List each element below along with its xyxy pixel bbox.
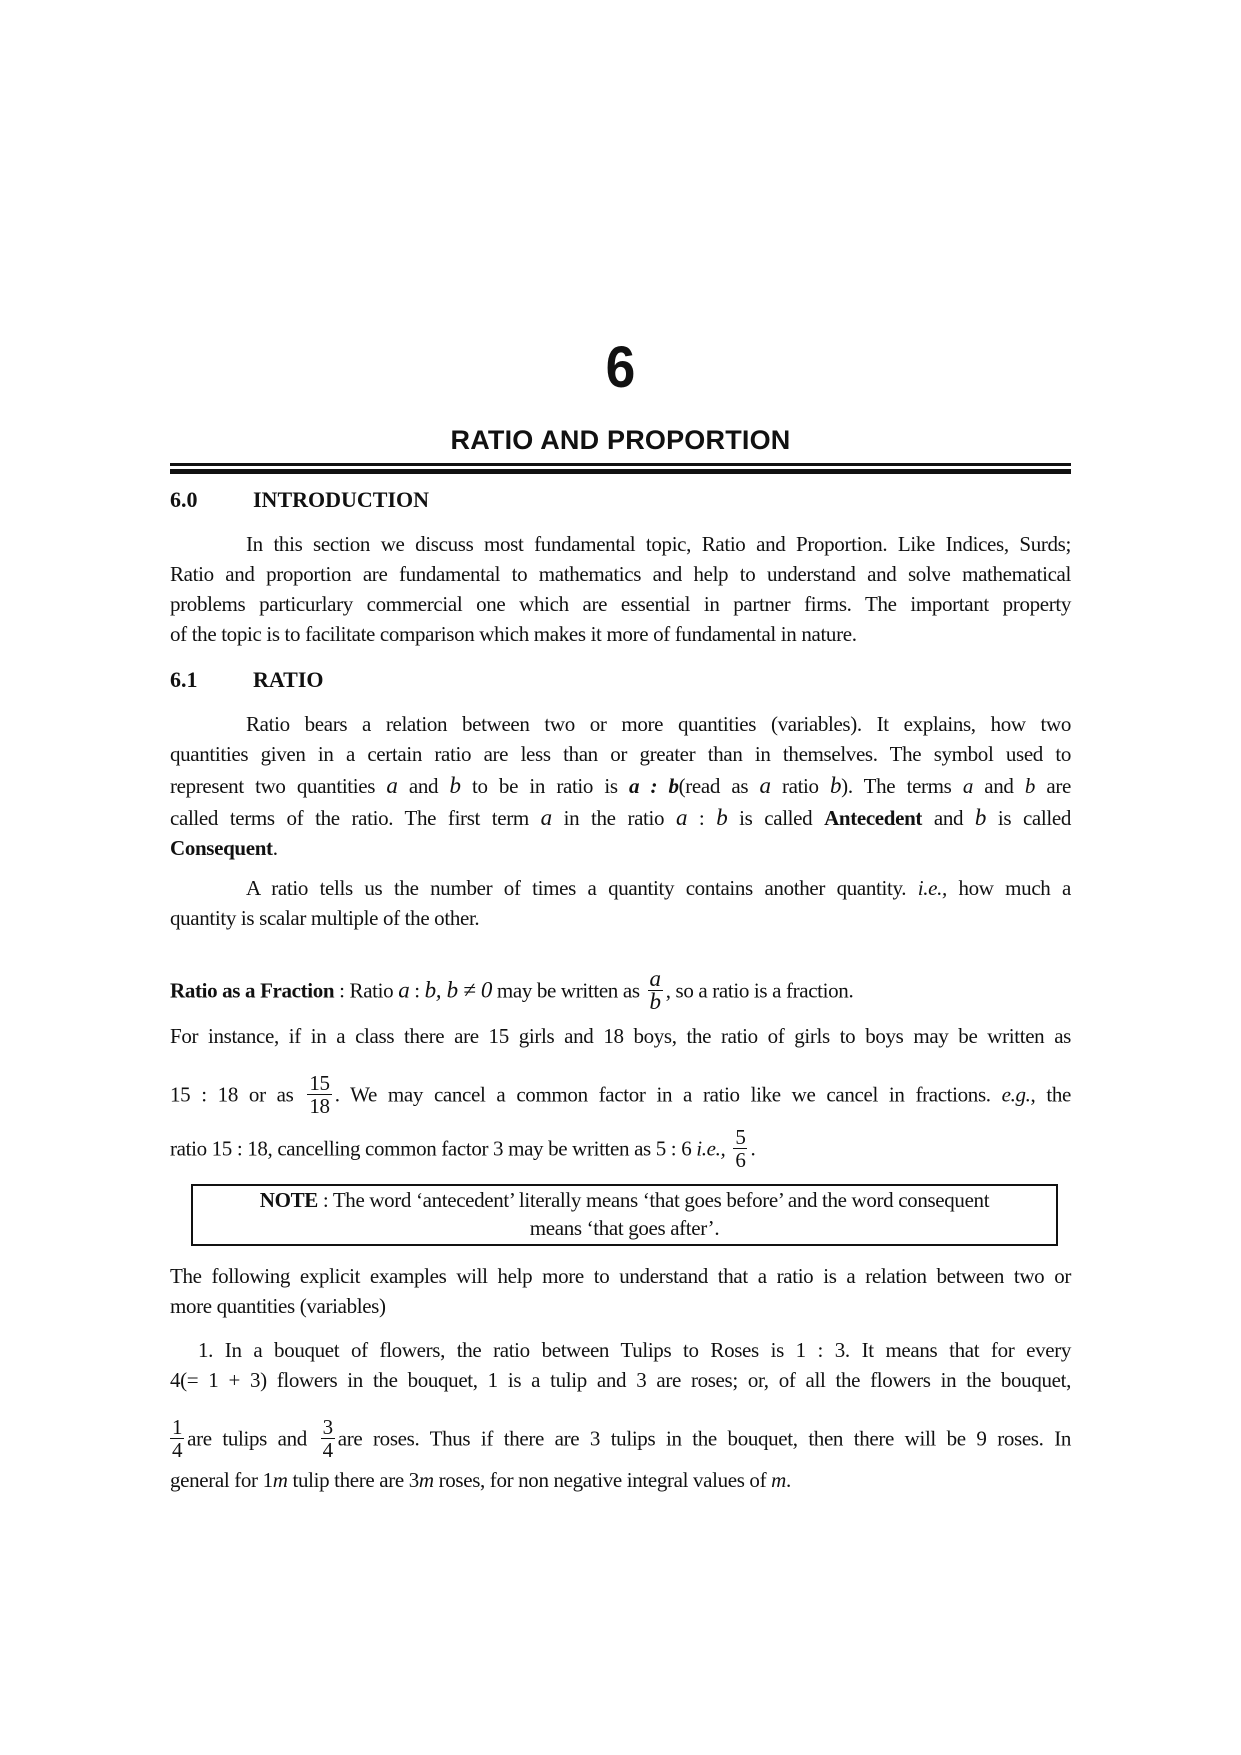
section-number: 6.0 [170,487,198,512]
ratio-symbol: a : b [629,774,679,798]
math-var-b: b [449,773,461,798]
text: ratio [770,774,831,798]
intro-line-4: of the topic is to facilitate comparison which makes it more of fundamental in nature. [170,622,857,646]
fraction-denominator: 4 [172,1438,183,1462]
text: may be written as [491,978,645,1003]
fraction-5-over-6 [733,1126,747,1171]
math-var-m: m [272,1468,288,1492]
abbrev-ie: i.e., [917,876,947,900]
fraction-denominator: 6 [735,1148,746,1172]
fraction-denominator: 4 [322,1438,333,1462]
text: . We may cancel a common factor in a ratio like we cancel in fractions. [334,1082,1002,1107]
ratio-p1-line-3 [170,772,1071,800]
abbrev-eg: e.g. [1001,1082,1031,1107]
section-title: RATIO [253,667,324,692]
math-var-a: a [759,773,771,798]
math-b-not-zero: , b ≠ 0 [435,977,492,1003]
abbrev-ie: i.e., [696,1136,726,1161]
fraction-numerator: 3 [322,1415,333,1439]
text: is called [727,806,825,830]
text: and [397,774,450,798]
math-var-a: a [675,805,688,830]
text: . [750,1136,756,1161]
fraction-label: Ratio as a Fraction [170,978,335,1003]
text: are tulips and [187,1426,318,1451]
text: roses, for non negative integral values of [433,1468,772,1492]
section-title: INTRODUCTION [253,487,430,512]
math-var-b: b [830,773,842,798]
note-line-1 [193,1186,1056,1214]
math-var-a: a [962,774,973,798]
text: called terms of the ratio. The first term [170,806,541,830]
text: are roses. Thus if there are 3 tulips in the bouquet, then there will be 9 roses. In [337,1426,1071,1451]
fraction-1-over-4 [170,1416,184,1461]
note-box [191,1184,1058,1246]
text: A ratio tells us the number of times a quantity contains another quantity. [246,876,918,900]
math-var-b: b [716,805,728,830]
text: : [409,978,425,1003]
intro-line-1: In this section we discuss most fundamental topic, Ratio and Proportion. Like Indices, Surds; [246,532,1071,556]
ratio-p1-line-4 [170,804,1071,832]
text: tulip there are 3 [287,1468,419,1492]
examples-intro-line-1: The following explicit examples will help more to understand that a ratio is a relation between two or [170,1264,1071,1288]
section-number: 6.1 [170,667,198,692]
ratio-p2-line-1 [170,874,1071,902]
intro-line-2: Ratio and proportion are fundamental to mathematics and help to understand and solve mathematical [170,562,1071,586]
fraction-15-over-18 [307,1072,331,1117]
text: , so a ratio is a fraction. [665,978,854,1003]
ratio-p2-line-2: quantity is scalar multiple of the other. [170,906,480,930]
text: how much a [946,876,1072,900]
math-var-m: m [771,1468,786,1492]
text: are [1035,774,1071,798]
section-heading-ratio [170,666,324,694]
text: in the ratio [551,806,676,830]
text: 15 : 18 or as [170,1082,305,1107]
example1-line-3 [170,1415,1071,1463]
text: general for 1 [170,1468,273,1492]
fraction-a-over-b [648,968,663,1013]
note-line-2: means ‘that goes after’. [529,1216,720,1240]
text: , the [1030,1082,1071,1107]
text: to be in ratio is [460,774,630,798]
fraction-denominator: b [649,989,661,1014]
fraction-para-line-1 [170,966,1071,1015]
fraction-para-line-4 [170,1125,1071,1173]
fraction-3-over-4 [321,1416,335,1461]
fraction-numerator: 15 [309,1071,330,1095]
text: : [687,806,717,830]
examples-intro-line-2: more quantities (variables) [170,1294,386,1318]
math-var-a: a [398,977,410,1003]
ratio-p1-line-5 [170,834,1071,862]
math-var-b: b [1024,774,1036,798]
text [725,1136,730,1160]
text: ratio 15 : 18, cancelling common factor 3 may be written as 5 : 6 [170,1136,697,1161]
chapter-number: 6 [605,335,636,400]
fraction-para-line-3 [170,1071,1071,1119]
text: . [272,836,278,860]
intro-line-3: problems particurlary commercial one which are essential in partner firms. The important property [170,592,1071,616]
math-var-a: a [540,805,552,830]
text: : The word ‘antecedent’ literally means ‘that goes before’ and the word consequent [317,1188,990,1212]
example1-line-1: 1. In a bouquet of flowers, the ratio between Tulips to Roses is 1 : 3. It means that for every [198,1338,1071,1362]
fraction-numerator: a [649,966,661,991]
fraction-denominator: 18 [309,1094,330,1118]
title-rule-thick [170,469,1071,474]
fraction-numerator: 1 [172,1415,183,1439]
text: is called [986,806,1071,830]
fraction-numerator: 5 [735,1125,746,1149]
ratio-p1-line-2: quantities given in a certain ratio are less than or greater than in themselves. The symbol used to [170,742,1071,766]
text: . [785,1468,791,1492]
example1-line-4 [170,1466,1071,1494]
math-var-b: b [424,977,436,1003]
text: and [922,806,975,830]
note-label: NOTE [259,1188,318,1212]
text: and [972,774,1025,798]
text: represent two quantities [170,774,387,798]
math-var-a: a [386,773,398,798]
term-antecedent: Antecedent [824,806,923,830]
text: : Ratio [334,978,399,1003]
text: (read as [678,774,760,798]
math-var-m: m [418,1468,434,1492]
chapter-title: RATIO AND PROPORTION [450,425,791,455]
term-consequent: Consequent [170,836,273,860]
example1-line-2: 4(= 1 + 3) flowers in the bouquet, 1 is a tulip and 3 are roses; or, of all the flowers in the bouquet, [170,1368,1071,1392]
fraction-para-line-2: For instance, if in a class there are 15 girls and 18 boys, the ratio of girls to boys may be written as [170,1024,1071,1048]
section-heading-introduction [170,486,429,514]
ratio-p1-line-1: Ratio bears a relation between two or more quantities (variables). It explains, how two [246,712,1071,736]
title-rule-thin [170,463,1071,466]
text: ). The terms [841,774,963,798]
math-var-b: b [974,805,987,830]
